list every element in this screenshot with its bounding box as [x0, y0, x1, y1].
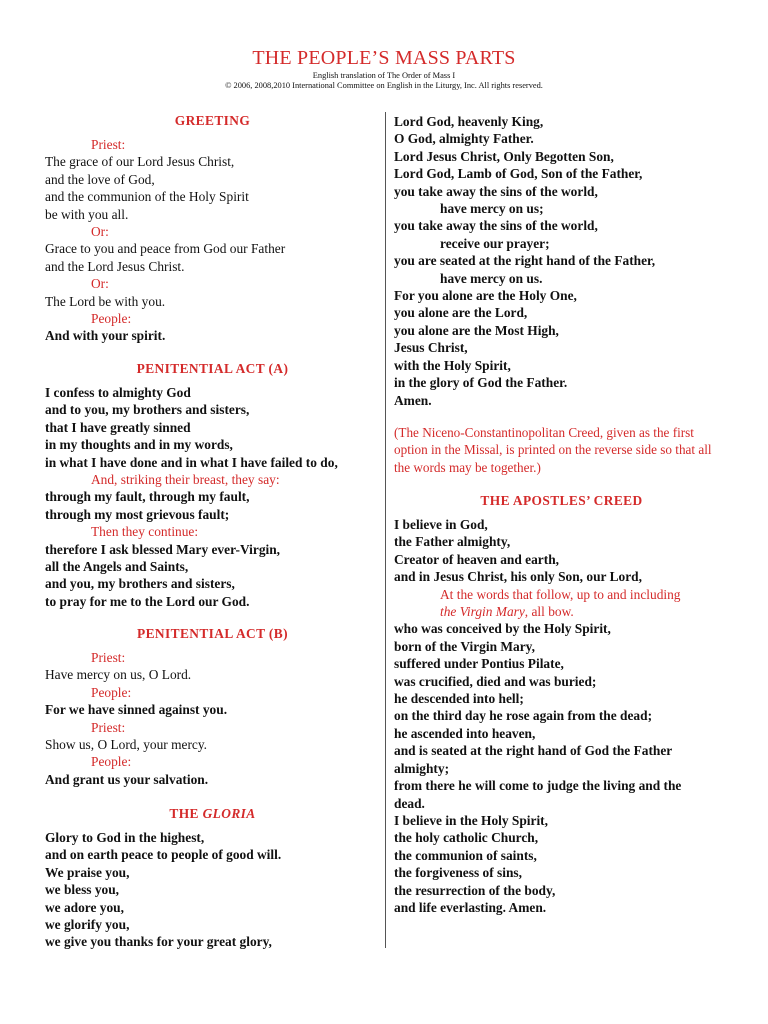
people-response: have mercy on us. — [440, 270, 543, 286]
heading-italic: GLORIA — [202, 806, 256, 821]
rubric: Priest: — [91, 719, 126, 735]
rubric: And, striking their breast, they say: — [91, 472, 280, 488]
penitential-act-a-section — [45, 360, 380, 610]
page-title: THE PEOPLE’S MASS PARTS — [252, 47, 516, 69]
people-response: Lord God, Lamb of God, Son of the Father, — [394, 166, 643, 182]
rubric-italic: the Virgin Mary — [440, 604, 525, 620]
people-response: the forgiveness of sins, — [394, 865, 522, 881]
people-response: through my fault, through my fault, — [45, 489, 250, 505]
rubric: Priest: — [91, 650, 126, 665]
people-response: Amen. — [394, 392, 432, 408]
people-response: Creator of heaven and earth, — [394, 551, 560, 567]
rubric: Priest: — [91, 137, 126, 152]
text-line: Have mercy on us, O Lord. — [45, 667, 192, 683]
people-response: you are seated at the right hand of the Father, — [394, 253, 656, 269]
people-response: you alone are the Lord, — [394, 305, 528, 321]
people-response: We praise you, — [45, 864, 130, 880]
people-response: we glorify you, — [45, 917, 130, 933]
creed-note: (The Niceno-Constantinopolitan Creed, given as the first option in the Missal, is printed on the reverse side so that all the words may be together.) — [394, 425, 712, 475]
people-response: dead. — [394, 795, 425, 811]
people-response: and in Jesus Christ, his only Son, our Lord, — [394, 569, 642, 585]
people-response: you take away the sins of the world, — [394, 218, 598, 234]
people-response: the holy catholic Church, — [394, 830, 539, 846]
section-heading: GREETING — [174, 113, 251, 128]
people-response: in my thoughts and in my words, — [45, 437, 233, 453]
rubric: Then they continue: — [91, 524, 199, 540]
people-response: I confess to almighty God — [45, 385, 191, 400]
greeting-section — [45, 112, 380, 345]
heading-prefix: THE — [169, 806, 203, 821]
people-response: And grant us your salvation. — [45, 771, 209, 787]
text-line: Grace to you and peace from God our Father — [45, 241, 286, 257]
rubric: Or: — [91, 224, 109, 240]
people-response: to pray for me to the Lord our God. — [45, 593, 250, 609]
people-response: For we have sinned against you. — [45, 702, 228, 718]
copyright-notice: © 2006, 2008,2010 International Committee on English in the Liturgy, Inc. All rights reserved. — [225, 81, 543, 90]
penitential-act-b-section — [45, 625, 380, 788]
people-response: Lord Jesus Christ, Only Begotten Son, — [394, 148, 614, 164]
people-response: receive our prayer; — [440, 235, 550, 251]
people-response: have mercy on us; — [440, 201, 544, 217]
rubric: At the words that follow, up to and including — [440, 586, 681, 602]
people-response: I believe in the Holy Spirit, — [394, 812, 548, 828]
people-response: you take away the sins of the world, — [394, 183, 598, 199]
people-response: I believe in God, — [394, 517, 488, 532]
gloria-continued — [394, 113, 729, 409]
apostles-creed-section — [394, 492, 729, 916]
rubric: Or: — [91, 276, 109, 292]
people-response: from there he will come to judge the living and the — [394, 778, 682, 794]
text-line: and the Lord Jesus Christ. — [45, 258, 185, 274]
text-line: and the communion of the Holy Spirit — [45, 189, 249, 205]
people-response: And with your spirit. — [45, 328, 166, 344]
people-response: who was conceived by the Holy Spirit, — [394, 621, 611, 637]
people-response: suffered under Pontius Pilate, — [394, 656, 564, 672]
text-line: The grace of our Lord Jesus Christ, — [45, 154, 235, 170]
people-response: and life everlasting. Amen. — [394, 899, 547, 915]
people-response: therefore I ask blessed Mary ever-Virgin, — [45, 541, 281, 557]
people-response: you alone are the Most High, — [394, 322, 559, 338]
translation-credit: English translation of The Order of Mass I — [312, 71, 456, 80]
people-response: and to you, my brothers and sisters, — [45, 402, 250, 418]
people-response: Lord God, heavenly King, — [394, 114, 544, 129]
people-response: Jesus Christ, — [394, 340, 468, 356]
people-response: born of the Virgin Mary, — [394, 638, 535, 654]
text-line: Show us, O Lord, your mercy. — [45, 737, 208, 753]
people-response: through my most grievous fault; — [45, 506, 230, 522]
people-response: we adore you, — [45, 899, 124, 915]
people-response: in what I have done and in what I have failed to do, — [45, 454, 338, 470]
people-response: and on earth peace to people of good will. — [45, 847, 282, 863]
gloria-section — [45, 805, 380, 951]
people-response: the resurrection of the body, — [394, 882, 556, 898]
people-response: in the glory of God the Father. — [394, 375, 568, 391]
rubric: People: — [91, 311, 132, 327]
section-heading — [45, 805, 380, 829]
rubric-rest: , all bow. — [524, 604, 574, 620]
people-response: we give you thanks for your great glory, — [45, 934, 272, 950]
rubric: People: — [91, 754, 132, 770]
people-response: with the Holy Spirit, — [394, 357, 511, 373]
people-response: he ascended into heaven, — [394, 725, 536, 741]
people-response: all the Angels and Saints, — [45, 559, 189, 575]
people-response: was crucified, died and was buried; — [394, 673, 597, 689]
section-heading: PENITENTIAL ACT (B) — [137, 626, 288, 641]
section-heading: THE APOSTLES’ CREED — [480, 493, 643, 508]
text-line: be with you all. — [45, 206, 129, 222]
people-response: For you alone are the Holy One, — [394, 288, 577, 304]
people-response: and is seated at the right hand of God the Father — [394, 743, 673, 759]
people-response: we bless you, — [45, 882, 120, 898]
people-response: almighty; — [394, 760, 450, 776]
people-response: the communion of saints, — [394, 847, 537, 863]
rubric: People: — [91, 684, 132, 700]
text-line: and the love of God, — [45, 171, 155, 187]
people-response: the Father almighty, — [394, 534, 511, 550]
people-response: Glory to God in the highest, — [45, 830, 205, 845]
people-response: on the third day he rose again from the dead; — [394, 708, 653, 724]
rubric — [394, 603, 729, 620]
people-response: O God, almighty Father. — [394, 131, 534, 147]
people-response: and you, my brothers and sisters, — [45, 576, 235, 592]
column-divider — [385, 112, 386, 948]
people-response: he descended into hell; — [394, 691, 524, 707]
text-line: The Lord be with you. — [45, 293, 166, 309]
section-heading: PENITENTIAL ACT (A) — [136, 361, 289, 376]
people-response: that I have greatly sinned — [45, 419, 191, 435]
